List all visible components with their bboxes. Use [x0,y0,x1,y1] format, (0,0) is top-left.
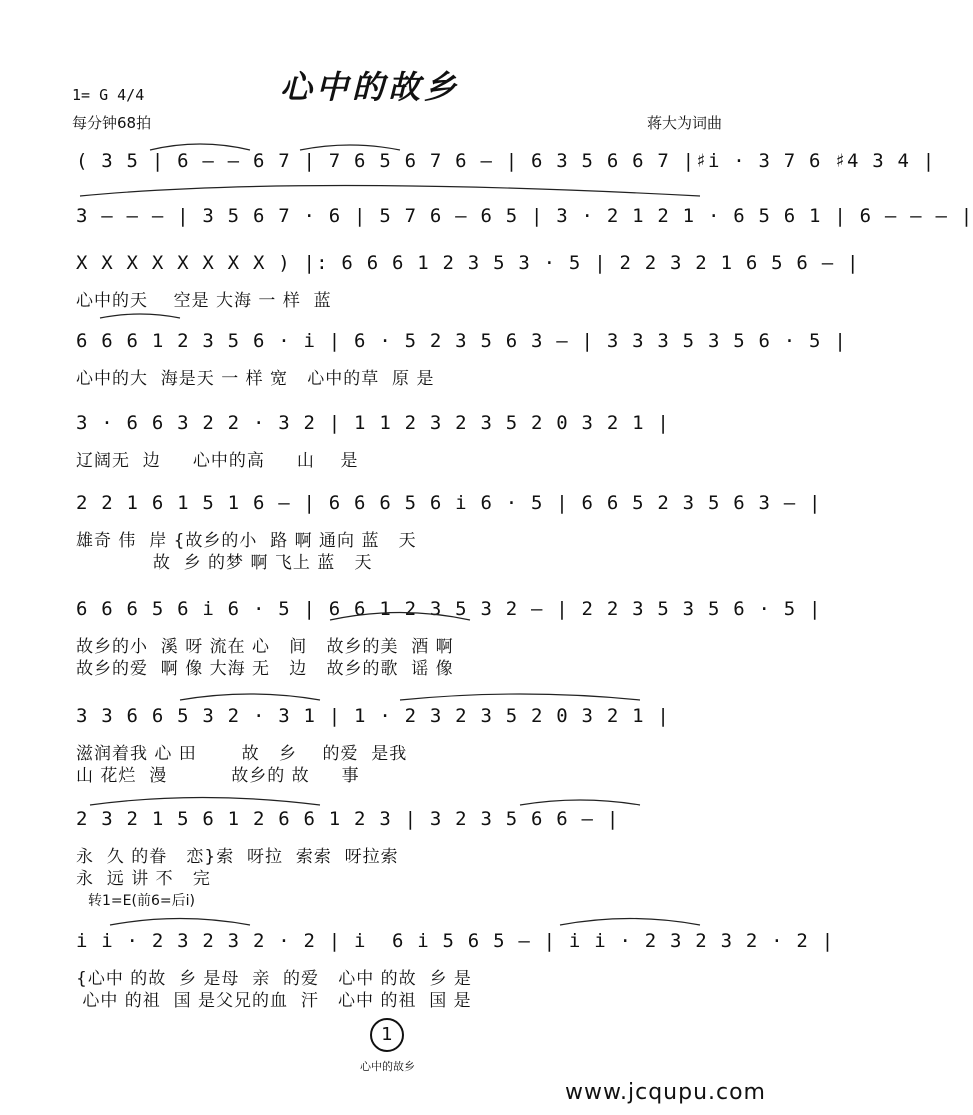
score-line-1: ( 3 5 | 6 — — 6 7 | 7 6 5 6 7 6 — | 6 3 5 6 6 7 |♯i · 3 7 6 ♯4 3 4 | [76,150,936,172]
score-line-5: 3 · 6 6 3 2 2 · 3 2 | 1 1 2 3 2 3 5 2 0 3 2 1 | [76,412,671,434]
score-line-7: 6 6 6 5 6 i 6 · 5 | 6 6 1 2 3 5 3 2 — | 2 2 3 5 3 5 6 · 5 | [76,598,822,620]
lyric-line-7-b: 故乡的爱 啊 像 大海 无 边 故乡的歌 谣 像 [76,659,454,679]
lyric-line-9-a: 永 久 的眷 恋}索 呀拉 索索 呀拉索 [76,847,399,867]
score-line-4: 6 6 6 1 2 3 5 6 · i | 6 · 5 2 3 5 6 3 — | 3 3 3 5 3 5 6 · 5 | [76,330,847,352]
site-watermark: www.jcqupu.com [565,1080,766,1105]
score-line-9: 2 3 2 1 5 6 1 2 6 6 1 2 3 | 3 2 3 5 6 6 — | [76,808,620,830]
composer-credit: 蒋大为词曲 [646,114,722,132]
lyric-line-8-b: 山 花烂 漫 故乡的 故 事 [76,766,360,786]
lyric-line-9-b: 永 远 讲 不 完 [76,869,211,889]
page-number: 1 [370,1018,404,1052]
lyric-line-4-a: 心中的大 海是天 一 样 宽 心中的草 原 是 [76,369,435,389]
lyric-line-7-a: 故乡的小 溪 呀 流在 心 间 故乡的美 酒 啊 [76,637,454,657]
lyric-line-10-a: {心中 的故 乡 是母 亲 的爱 心中 的故 乡 是 [76,969,472,989]
tempo-marking: 每分钟68拍 [72,114,152,132]
song-title: 心中的故乡 [280,68,461,106]
lyric-line-10-b: 心中 的祖 国 是父兄的血 汗 心中 的祖 国 是 [76,991,472,1011]
modulation-note: 转1=E(前6=后i) [88,893,195,909]
lyric-line-5-a: 辽阔无 边 心中的高 山 是 [76,451,359,471]
score-line-8: 3 3 6 6 5 3 2 · 3 1 | 1 · 2 3 2 3 5 2 0 3 2 1 | [76,705,671,727]
score-line-3: X X X X X X X X ) |: 6 6 6 1 2 3 5 3 · 5 | 2 2 3 2 1 6 5 6 — | [76,252,860,274]
lyric-line-6-b: 故 乡 的梦 啊 飞上 蓝 天 [76,553,373,573]
key-signature: 1= G 4/4 [72,86,145,104]
page-footer-title: 心中的故乡 [360,1060,415,1073]
lyric-line-8-a: 滋润着我 心 田 故 乡 的爱 是我 [76,744,408,764]
lyric-line-6-a: 雄奇 伟 岸 {故乡的小 路 啊 通向 蓝 天 [76,531,417,551]
lyric-line-3-a: 心中的天 空是 大海 一 样 蓝 [76,291,332,311]
score-line-2: 3 — — — | 3 5 6 7 · 6 | 5 7 6 — 6 5 | 3 · 2 1 2 1 · 6 5 6 1 | 6 — — — | [76,205,973,227]
score-line-10: i i · 2 3 2 3 2 · 2 | i 6 i 5 6 5 — | i i · 2 3 2 3 2 · 2 | [76,930,835,952]
score-line-6: 2 2 1 6 1 5 1 6 — | 6 6 6 5 6 i 6 · 5 | 6 6 5 2 3 5 6 3 — | [76,492,822,514]
